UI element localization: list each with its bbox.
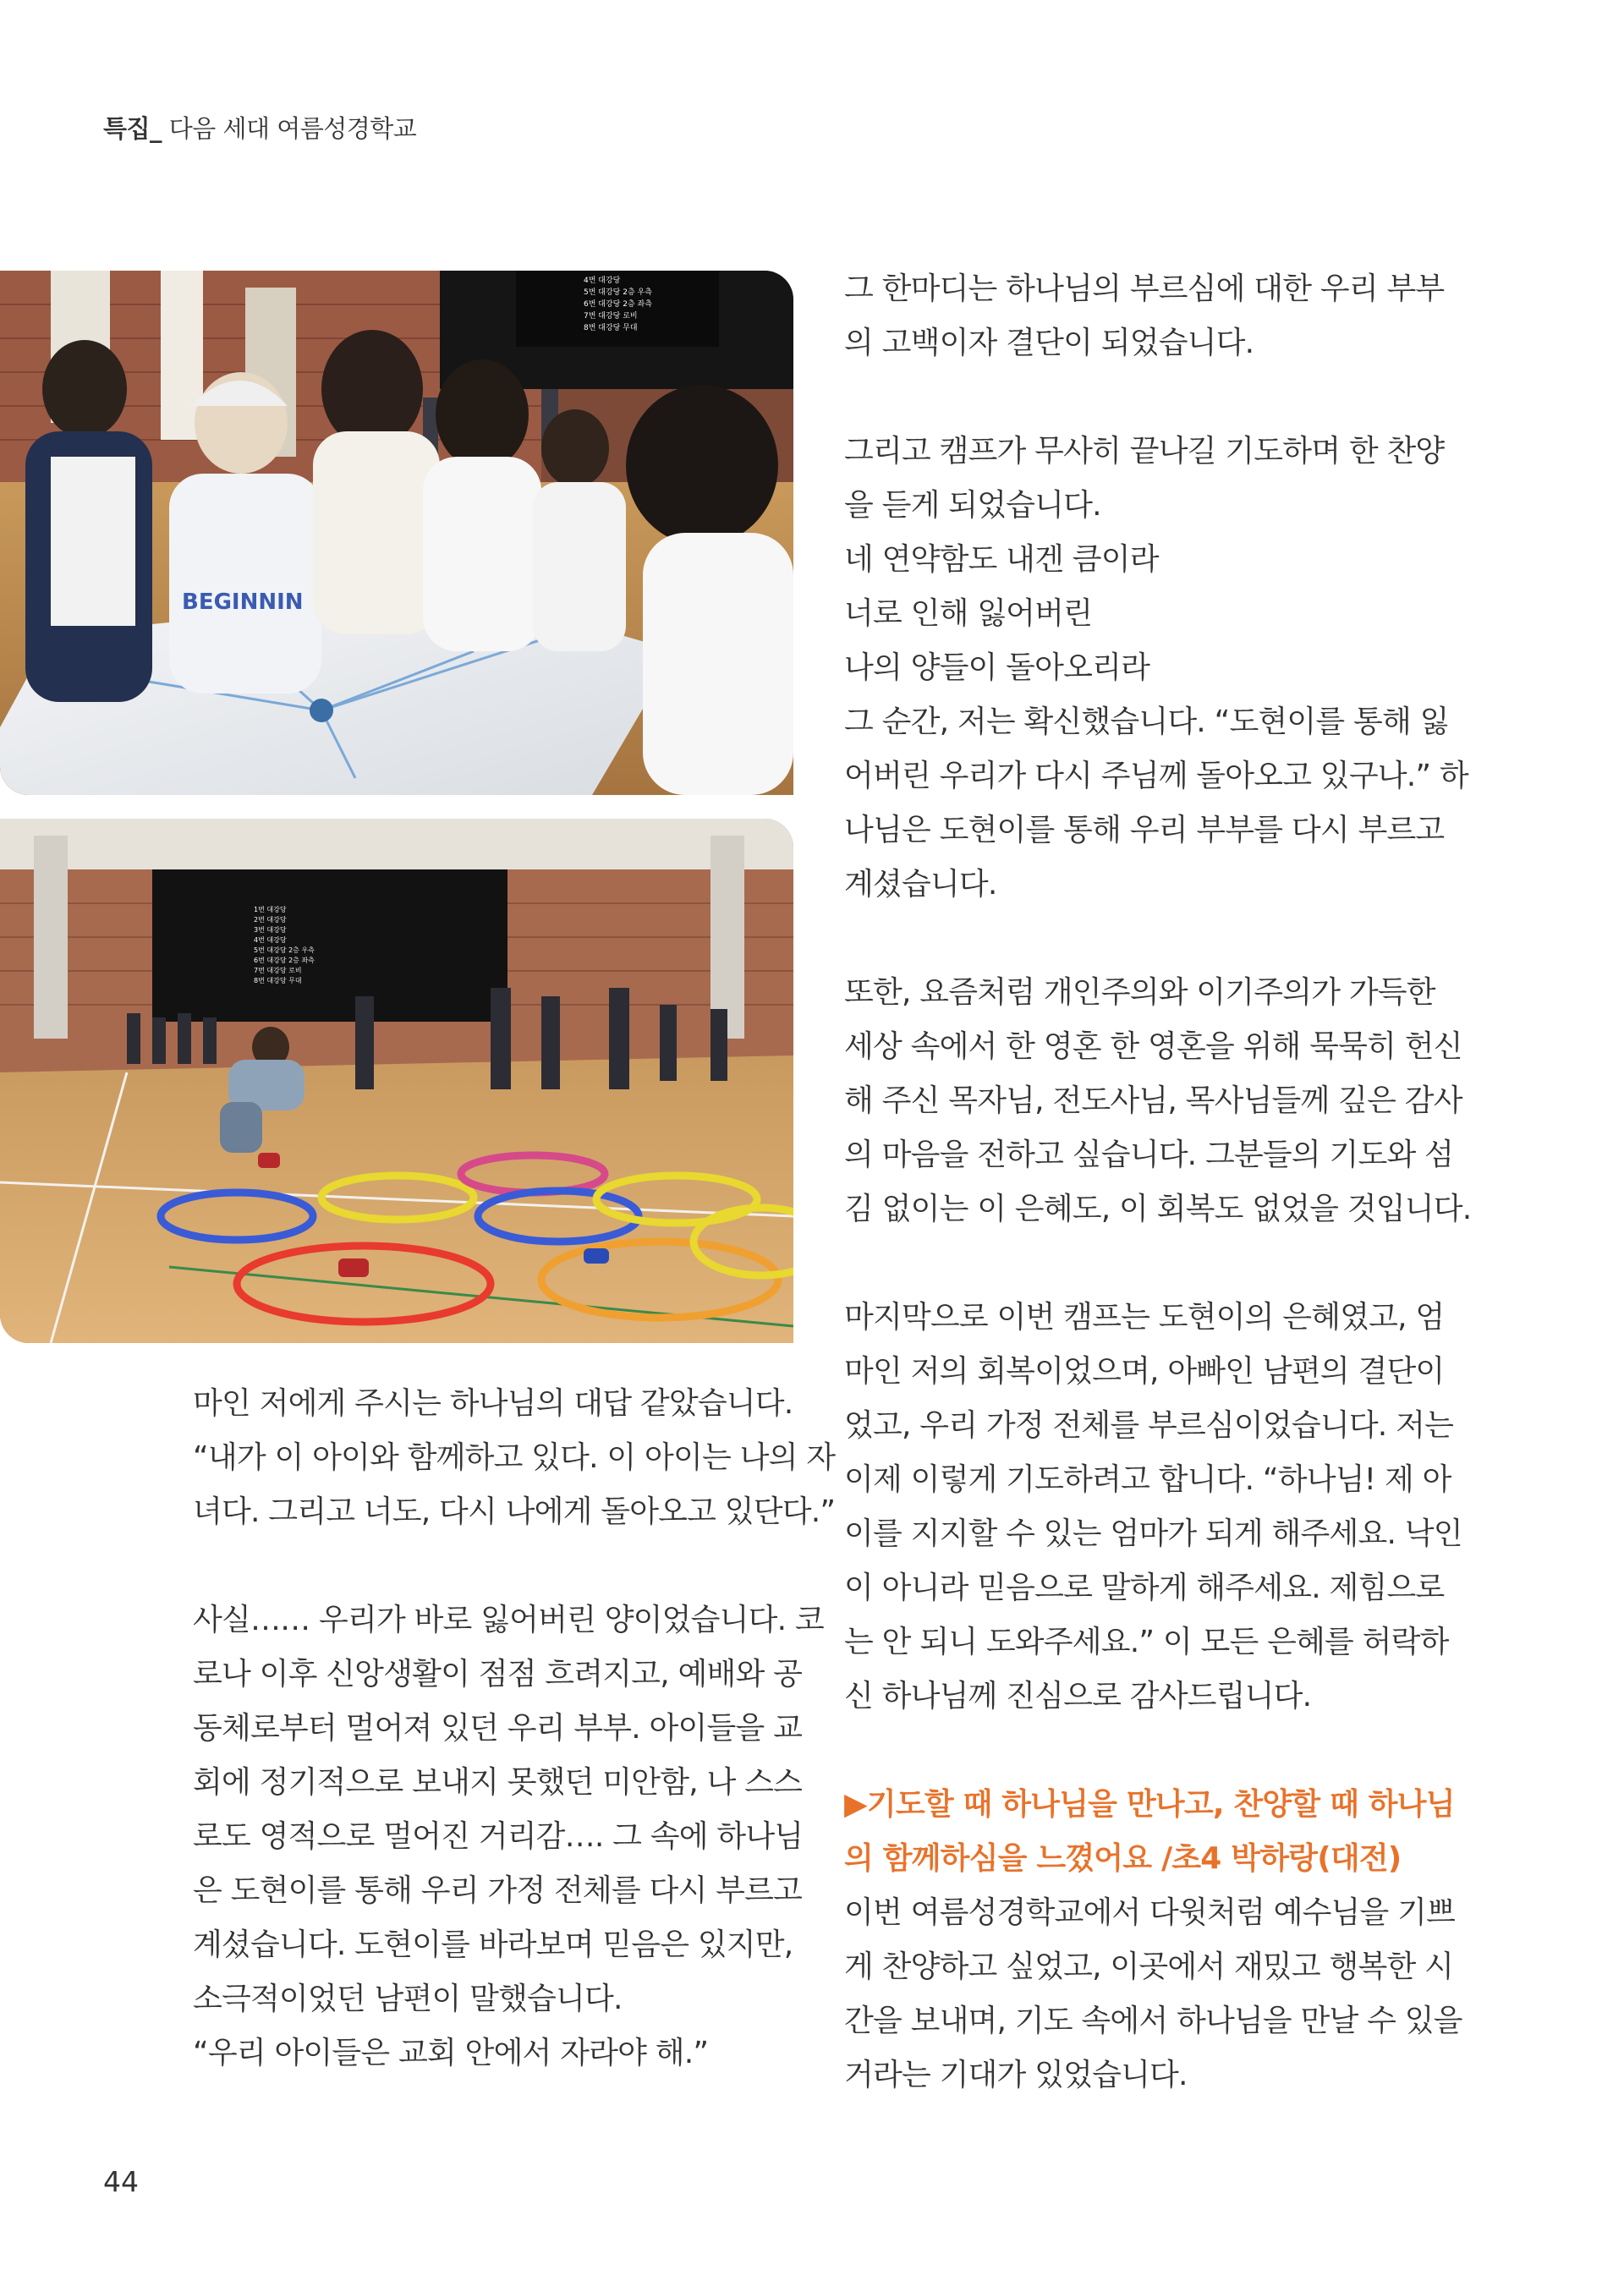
right-line-10: 어버린 우리가 다시 주님께 돌아오고 있구나.” 하 xyxy=(844,759,1468,793)
photo1-screen-line-4: 7번 대강당 로비 xyxy=(584,312,638,321)
right-line-12: 계셨습니다. xyxy=(844,867,997,902)
right-line-18: 김 없이는 이 은혜도, 이 회복도 없었을 것입니다. xyxy=(844,1192,1472,1226)
right-line-6: 네 연약함도 내겐 큼이라 xyxy=(844,542,1159,577)
photo-1-illustration xyxy=(0,271,793,795)
right-line-9: 그 순간, 저는 확신했습니다. “도현이를 통해 잃 xyxy=(844,705,1449,739)
page-number: 44 xyxy=(103,2165,139,2198)
left-line-13: “우리 아이들은 교회 안에서 자라야 해.” xyxy=(193,2036,709,2070)
left-line-6: 로나 이후 신앙생활이 점점 흐려지고, 예배와 공 xyxy=(193,1657,803,1692)
right-line-26: 는 안 되니 도와주세요.” 이 모든 은혜를 허락하 xyxy=(844,1625,1449,1659)
right-line-15: 세상 속에서 한 영혼 한 영혼을 위해 묵묵히 헌신 xyxy=(844,1029,1462,1064)
right-b-line-2: 게 찬양하고 싶었고, 이곳에서 재밌고 행복한 시 xyxy=(844,1949,1454,1984)
photo2-screen-line-7: 7번 대강당 로비 xyxy=(254,967,302,974)
right-line-5: 을 듣게 되었습니다. xyxy=(844,488,1101,523)
right-line-14: 또한, 요즘처럼 개인주의와 이기주의가 가득한 xyxy=(844,975,1435,1010)
photo2-screen-line-4: 4번 대강당 xyxy=(254,936,287,944)
right-line-22: 었고, 우리 가정 전체를 부르심이었습니다. 저는 xyxy=(844,1408,1454,1443)
right-b-line-1: 이번 여름성경학교에서 다윗처럼 예수님을 기쁘 xyxy=(844,1895,1456,1930)
subheading-line-1: ▶기도할 때 하나님을 만나고, 찬양할 때 하나님 xyxy=(844,1787,1455,1822)
photo-2-illustration xyxy=(0,819,793,1343)
right-line-27: 신 하나님께 진심으로 감사드립니다. xyxy=(844,1679,1312,1714)
right-line-4: 그리고 캠프가 무사히 끝나길 기도하며 한 찬양 xyxy=(844,434,1445,469)
left-line-1: 마인 저에게 주시는 하나님의 대답 같았습니다. xyxy=(193,1386,793,1421)
left-line-2: “내가 이 아이와 함께하고 있다. 이 아이는 나의 자 xyxy=(193,1440,836,1475)
page-header xyxy=(103,110,416,145)
right-line-2: 의 고백이자 결단이 되었습니다. xyxy=(844,326,1254,360)
left-line-12: 소극적이었던 남편이 말했습니다. xyxy=(193,1982,623,2016)
right-b-line-4: 거라는 기대가 있었습니다. xyxy=(844,2058,1188,2092)
left-line-7: 동체로부터 멀어져 있던 우리 부부. 아이들을 교 xyxy=(193,1711,803,1746)
right-column-text xyxy=(844,262,1472,2103)
left-line-9: 로도 영적으로 멀어진 거리감…. 그 속에 하나님 xyxy=(193,1819,804,1854)
right-line-20: 마지막으로 이번 캠프는 도현이의 은혜였고, 엄 xyxy=(844,1300,1445,1335)
left-line-5: 사실…… 우리가 바로 잃어버린 양이었습니다. 코 xyxy=(193,1603,824,1637)
right-b-line-3: 간을 보내며, 기도 속에서 하나님을 만날 수 있을 xyxy=(844,2004,1462,2038)
right-line-11: 나님은 도현이를 통해 우리 부부를 다시 부르고 xyxy=(844,813,1445,847)
left-line-11: 계셨습니다. 도현이를 바라보며 믿음은 있지만, xyxy=(193,1927,793,1962)
left-line-10: 은 도현이를 통해 우리 가정 전체를 다시 부르고 xyxy=(193,1873,803,1908)
header-title: 다음 세대 여름성경학교 xyxy=(162,114,417,143)
right-line-21: 마인 저의 회복이었으며, 아빠인 남편의 결단이 xyxy=(844,1354,1445,1389)
photo-children-at-table xyxy=(0,271,793,795)
right-line-7: 너로 인해 잃어버린 xyxy=(844,596,1093,631)
photo1-screen-line-1: 4번 대강당 xyxy=(584,277,621,285)
photo1-screen-line-2: 5번 대강당 2층 우측 xyxy=(584,288,652,297)
photo2-screen-line-2: 2번 대강당 xyxy=(254,916,287,924)
subheading-line-2: 의 함께하심을 느꼈어요 /초4 박하랑(대전) xyxy=(844,1841,1402,1876)
photo2-screen-line-6: 6번 대강당 2층 좌측 xyxy=(254,957,315,964)
photo-gym-hoop-game xyxy=(0,819,793,1343)
right-line-1: 그 한마디는 하나님의 부르심에 대한 우리 부부 xyxy=(844,271,1445,306)
left-line-3: 녀다. 그리고 너도, 다시 나에게 돌아오고 있단다.” xyxy=(193,1494,836,1529)
photo2-screen-line-3: 3번 대강당 xyxy=(254,926,287,934)
right-line-16: 해 주신 목자님, 전도사님, 목사님들께 깊은 감사 xyxy=(844,1083,1462,1118)
svg-text:BEGINNIN: BEGINNIN xyxy=(182,589,304,615)
photo1-screen-line-3: 6번 대강당 2층 좌측 xyxy=(584,300,652,309)
left-line-8: 회에 정기적으로 보내지 못했던 미안함, 나 스스 xyxy=(193,1765,803,1800)
photo2-screen-line-8: 8번 대강당 무대 xyxy=(254,977,302,984)
photo2-screen-line-1: 1번 대강당 xyxy=(254,906,287,913)
photo2-screen-line-5: 5번 대강당 2층 우측 xyxy=(254,946,315,954)
header-section: 특집_ xyxy=(103,114,162,143)
right-line-25: 이 아니라 믿음으로 말하게 해주세요. 제힘으로 xyxy=(844,1571,1445,1605)
right-line-8: 나의 양들이 돌아오리라 xyxy=(844,650,1150,685)
left-column-text xyxy=(193,1377,836,2081)
right-line-24: 이를 지지할 수 있는 엄마가 되게 해주세요. 낙인 xyxy=(844,1516,1462,1551)
photo1-screen-line-5: 8번 대강당 무대 xyxy=(584,324,638,332)
right-line-23: 이제 이렇게 기도하려고 합니다. “하나님! 제 아 xyxy=(844,1462,1451,1497)
right-line-17: 의 마음을 전하고 싶습니다. 그분들의 기도와 섬 xyxy=(844,1138,1454,1172)
